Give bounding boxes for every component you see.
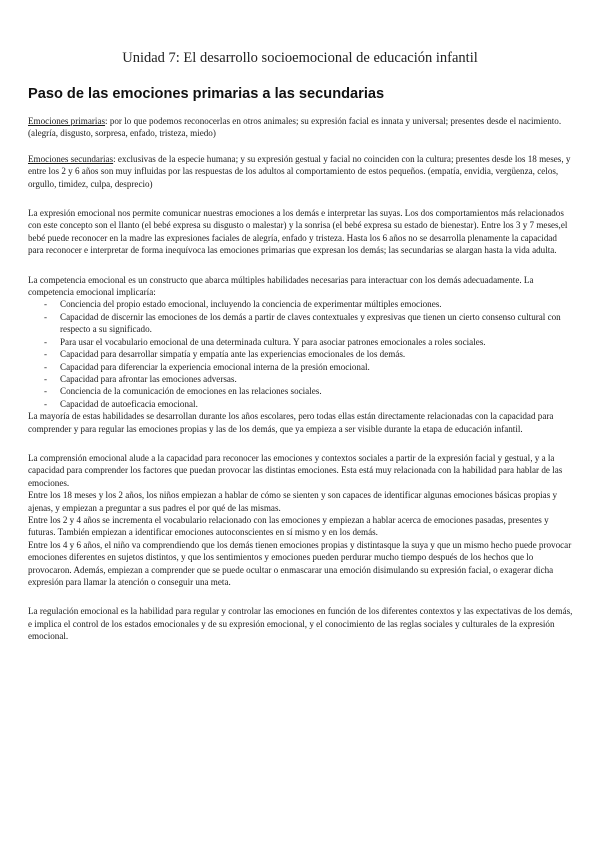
- paragraph-emociones-primarias: [28, 115, 573, 140]
- list-item: - Capacidad de autoeficacia emocional.: [60, 398, 573, 410]
- term-emociones-primarias: Emociones primarias: [28, 116, 106, 126]
- definition-emociones-secundarias: : exclusivas de la especie humana; y su expresión gestual y facial no coinciden con la cultura; presentes desde los 18 meses, y entre los 2 y 6 años son muy influidas por las respuestas de los adultos al comportamiento de estos pequeños. (empatía, envidia, vergüenza, celos, orgullo, timidez, culpa, desprecio): [28, 153, 571, 189]
- competencias-list: [28, 298, 573, 410]
- paragraph-emociones-secundarias: [28, 153, 573, 190]
- list-item: - Capacidad para desarrollar simpatía y empatía ante las experiencias emocionales de los demás.: [60, 348, 573, 360]
- section-heading: Paso de las emociones primarias a las secundarias: [28, 86, 385, 102]
- paragraph-expresion-emocional: La expresión emocional nos permite comunicar nuestras emociones a los demás e interpretar las suyas. Los dos comportamientos más relacionados con este concepto son el llanto (el bebé expresa su disgusto o malestar) y la sonrisa (el bebé expresa su estado de bienestar). Entre los 3 y 7 meses,el bebé puede reconocer en la madre las expresiones faciales de alegría, enfado y tristeza. Hasta los 6 años no se desarrolla plenamente la capacidad para reconocer e interpretar de forma inequívoca las emociones primarias que expresan los demás; las secundarias se alargan hasta la vida adulta.: [28, 208, 568, 256]
- list-item: - Para usar el vocabulario emocional de una determinada cultura. Y para asociar patrones emocionales a roles sociales.: [60, 336, 573, 348]
- document-title: Unidad 7: El desarrollo socioemocional de educación infantil: [122, 50, 478, 66]
- paragraph-18-meses: Entre los 18 meses y los 2 años, los niños empiezan a hablar de cómo se sienten y son capaces de identificar algunas emociones básicas propias y ajenas, y empiezan a preguntar a sus padres el por qué de las mismas.: [28, 490, 558, 513]
- paragraph-2-a-4-anos: Entre los 2 y 4 años se incrementa el vocabulario relacionado con las emociones y empiezan a hablar acerca de emociones pasadas, presentes y futuras. También empiezan a identificar emociones autoconscientes en sí mismo y en los demás.: [28, 514, 549, 538]
- list-item: - Capacidad para diferenciar la experiencia emocional interna de la presión emocional.: [60, 361, 573, 373]
- list-item: - Conciencia de la comunicación de emociones en las relaciones sociales.: [60, 385, 573, 397]
- term-emociones-secundarias: Emociones secundarias: [28, 153, 114, 164]
- list-item: - Conciencia del propio estado emocional, incluyendo la conciencia de experimentar múltiples emociones.: [60, 298, 573, 310]
- definition-emociones-primarias: : por lo que podemos reconocerlas en otros animales; su expresión facial es innata y universal; presentes desde el nacimiento. (alegría, disgusto, sorpresa, enfado, tristeza, miedo): [28, 116, 562, 139]
- paragraph-regulacion-emocional: La regulación emocional es la habilidad para regular y controlar las emociones en función de los diferentes contextos y las expectativas de los demás, e implica el control de los estados emocionales y de su expresión emocional, y el conocimiento de las reglas sociales y culturales de la expresión emocional.: [28, 606, 573, 642]
- paragraph-competencia-emocional: La competencia emocional es un constructo que abarca múltiples habilidades necesarias para interactuar con los demás adecuadamente. La competencia emocional implicaría:: [28, 274, 534, 298]
- paragraph-comprension-emocional: La comprensión emocional alude a la capacidad para reconocer las emociones y contextos sociales a partir de la expresión facial y gestual, y a la capacidad para comprender los factores que puedan provocar las distintas emociones. Esta está muy relacionada con la habilidad para hablar de las emociones.: [28, 452, 563, 488]
- list-item: - Capacidad de discernir las emociones de los demás a partir de claves contextuales y expresivas que tienen un cierto consenso cultural con respecto a su significado.: [60, 311, 573, 336]
- paragraph-mayoria-habilidades: La mayoría de estas habilidades se desarrollan durante los años escolares, pero todas ellas están directamente relacionadas con la capacidad para comprender y para regular las emociones propias y las de los demás, que ya empieza a ser visible durante la etapa de educación infantil.: [28, 411, 554, 434]
- paragraph-4-a-6-anos: Entre los 4 y 6 años, el niño va comprendiendo que los demás tienen emociones propias y distintasque la suya y que un mismo hecho puede provocar emociones diferentes en sujetos distintos, y que los sentimientos y emociones pueden perdurar mucho tiempo después de los hechos que lo provocaron. Además, empiezan a comprender que se puede ocultar o enmascarar una emoción disimulando su expresión facial, o exagerar dicha expresión para llamar la atención o conseguir una meta.: [28, 539, 572, 587]
- list-item: - Capacidad para afrontar las emociones adversas.: [60, 373, 573, 385]
- document-body: [28, 115, 573, 643]
